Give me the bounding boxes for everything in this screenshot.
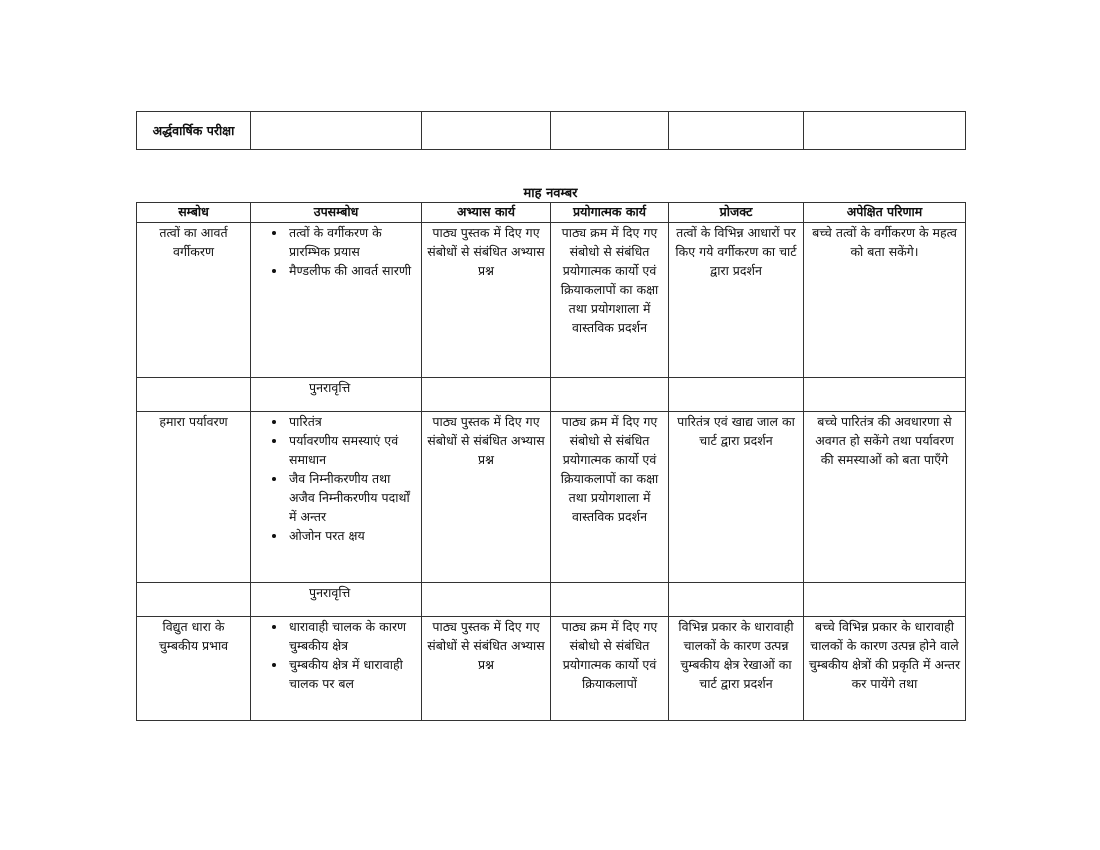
sub-concept-cell <box>251 412 422 583</box>
empty-cell <box>804 378 966 412</box>
header-row <box>137 203 966 223</box>
outcome-cell: बच्चे तत्वों के वर्गीकरण के महत्व को बता सकेंगे। <box>804 223 966 378</box>
experimental-cell: पाठ्य क्रम में दिए गए संबोधो से संबंधित प्रयोगात्मक कार्यो एवं क्रियाकलापों का कक्षा तथा प्रयोगशाला में वास्तविक प्रदर्शन <box>551 412 669 583</box>
revision-row <box>137 583 966 617</box>
revision-label: पुनरावृत्ति <box>251 378 422 412</box>
sub-concept-cell <box>251 617 422 721</box>
table-row <box>137 617 966 721</box>
concept-cell: विद्युत धारा के चुम्बकीय प्रभाव <box>137 617 251 721</box>
empty-cell <box>551 378 669 412</box>
experimental-cell: पाठ्य क्रम में दिए गए संबोधो से संबंधित प्रयोगात्मक कार्यो एवं क्रियाकलापों का कक्षा तथा प्रयोगशाला में वास्तविक प्रदर्शन <box>551 223 669 378</box>
empty-cell <box>422 378 551 412</box>
list-item: • पर्यावरणीय समस्याएं एवं समाधान <box>287 431 417 469</box>
list-item: • ओजोन परत क्षय <box>287 526 417 545</box>
project-cell: विभिन्न प्रकार के धारावाही चालकों के कारण उत्पन्न चुम्बकीय क्षेत्र रेखाओं का चार्ट द्वारा प्रदर्शन <box>669 617 804 721</box>
list-item: • मैण्डलीफ की आवर्त सारणी <box>287 261 417 280</box>
revision-row <box>137 378 966 412</box>
project-cell: तत्वों के विभिन्न आधारों पर किए गये वर्गीकरण का चार्ट द्वारा प्रदर्शन <box>669 223 804 378</box>
column-header-practice: अभ्यास कार्य <box>422 203 551 223</box>
outcome-cell: बच्चे पारितंत्र की अवधारणा से अवगत हो सकेंगे तथा पर्यावरण की समस्याओं को बता पाएँगे <box>804 412 966 583</box>
list-item: • धारावाही चालक के कारण चुम्बकीय क्षेत्र <box>287 617 417 655</box>
empty-cell <box>422 112 551 150</box>
empty-cell <box>137 378 251 412</box>
column-header-concept: सम्बोध <box>137 203 251 223</box>
sub-concept-list <box>255 412 417 545</box>
table-row <box>137 412 966 583</box>
empty-cell <box>669 378 804 412</box>
sub-concept-list <box>255 617 417 693</box>
list-item: • चुम्बकीय क्षेत्र में धारावाही चालक पर बल <box>287 655 417 693</box>
table-row <box>137 223 966 378</box>
exam-label: अर्द्धवार्षिक परीक्षा <box>137 112 251 150</box>
sub-concept-cell <box>251 223 422 378</box>
practice-cell: पाठ्य पुस्तक में दिए गए संबोधों से संबंधित अभ्यास प्रश्न <box>422 412 551 583</box>
experimental-cell: पाठ्य क्रम में दिए गए संबोधो से संबंधित प्रयोगात्मक कार्यो एवं क्रियाकलापों <box>551 617 669 721</box>
empty-cell <box>804 112 966 150</box>
revision-label: पुनरावृत्ति <box>251 583 422 617</box>
list-item: • जैव निम्नीकरणीय तथा अजैव निम्नीकरणीय पदार्थों में अन्तर <box>287 469 417 526</box>
column-header-outcome: अपेक्षित परिणाम <box>804 203 966 223</box>
outcome-cell: बच्चे विभिन्न प्रकार के धारावाही चालकों के कारण उत्पन्न होने वाले चुम्बकीय क्षेत्रों की प्रकृति में अन्तर कर पायेंगे तथा <box>804 617 966 721</box>
exam-table <box>136 111 966 150</box>
empty-cell <box>551 112 669 150</box>
empty-cell <box>422 583 551 617</box>
month-title: माह नवम्बर <box>523 186 578 201</box>
sub-concept-list <box>255 223 417 280</box>
column-header-experimental: प्रयोगात्मक कार्य <box>551 203 669 223</box>
empty-cell <box>669 112 804 150</box>
concept-cell: तत्वों का आवर्त वर्गीकरण <box>137 223 251 378</box>
syllabus-table <box>136 202 966 721</box>
practice-cell: पाठ्य पुस्तक में दिए गए संबोधों से संबंधित अभ्यास प्रश्न <box>422 617 551 721</box>
empty-cell <box>669 583 804 617</box>
exam-row <box>137 112 966 150</box>
empty-cell <box>804 583 966 617</box>
empty-cell <box>137 583 251 617</box>
column-header-sub-concept: उपसम्बोध <box>251 203 422 223</box>
project-cell: पारितंत्र एवं खाद्य जाल का चार्ट द्वारा प्रदर्शन <box>669 412 804 583</box>
concept-cell: हमारा पर्यावरण <box>137 412 251 583</box>
list-item: • तत्वों के वर्गीकरण के प्रारम्भिक प्रयास <box>287 223 417 261</box>
practice-cell: पाठ्य पुस्तक में दिए गए संबोधों से संबंधित अभ्यास प्रश्न <box>422 223 551 378</box>
empty-cell <box>251 112 422 150</box>
empty-cell <box>551 583 669 617</box>
list-item: • पारितंत्र <box>287 412 417 431</box>
column-header-project: प्रोजक्ट <box>669 203 804 223</box>
